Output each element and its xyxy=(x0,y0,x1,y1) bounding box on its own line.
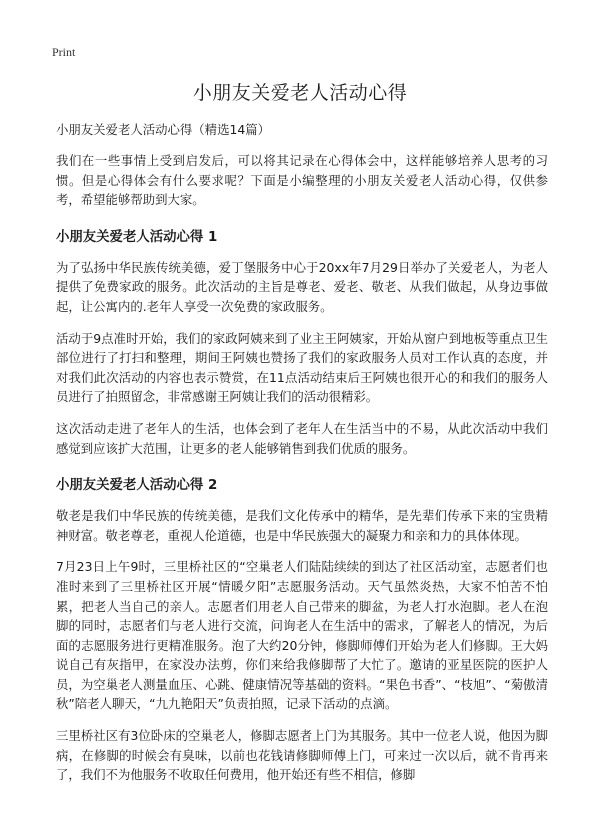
section-1 xyxy=(56,228,548,458)
section-heading: 小朋友关爱老人活动心得 1 xyxy=(56,229,218,245)
intro-paragraph: 我们在一些事情上受到启发后，可以将其记录在心得体会中，这样能够培养人思考的习惯。但是心得体会有什么要求呢？下面是小编整理的小朋友关爱老人活动心得，仅供参考，希望能够帮助到大家。 xyxy=(56,153,548,208)
section-paragraph: 这次活动走进了老年人的生活，也体会到了老年人在生活当中的不易，从此次活动中我们感觉到应该扩大范围，让更多的老人能够销售到我们优质的服务。 xyxy=(56,420,548,456)
article-subtitle: 小朋友关爱老人活动心得（精选14篇） xyxy=(56,122,271,137)
section-paragraph: 7月23日上午9时，三里桥社区的“空巢老人们陆陆续续的到达了社区活动室，志愿者们也准时来到了三里桥社区开展“情暖夕阳”志愿服务活动。天气虽然炎热，大家不怕苦不怕累，把老人当自己的亲人。志愿者们用老人自己带来的脚盆，为老人打水泡脚。老人在泡脚的同时，志愿者们与老人进行交流，问询老人在生活中的需求，了解老人的情况，为后面的志愿服务进行更精准服务。泡了大约20分钟，修脚师傅们开始为老人们修脚。王大妈说自己有灰指甲，在家没办法剪，你们来给我修脚帮了大忙了。邀请的亚星医院的医护人员，为空巢老人测量血压、心跳、健康情况等基础的资料。“果色书香”、“枝旭”、“菊傲清秋”陪老人聊天，“九九艳阳天”负责拍照，记录下活动的点滴。 xyxy=(56,559,548,712)
section-paragraph: 敬老是我们中华民族的传统美德，是我们文化传承中的精华，是先辈们传承下来的宝贵精神财富。敬老尊老，重视人伦道德，也是中华民族强大的凝聚力和亲和力的具体体现。 xyxy=(56,508,548,543)
section-heading: 小朋友关爱老人活动心得 2 xyxy=(56,478,218,494)
article-body xyxy=(56,120,548,797)
section-paragraph: 为了弘扬中华民族传统美德，爱丁堡服务中心于20xx年7月29日举办了关爱老人，为老人提供了免费家政的服务。此次活动的主旨是尊老、爱老、敬老、从我们做起，从身边事做起，让公寓内的.老年人享受一次免费的家政服务。 xyxy=(56,259,548,314)
page-title: 小朋友关爱老人活动心得 xyxy=(192,82,408,104)
section-2 xyxy=(56,476,548,785)
section-paragraph: 活动于9点准时开始，我们的家政阿姨来到了业主王阿姨家，开始从窗户到地板等重点卫生部位进行了打扫和整理，期间王阿姨也赞扬了我们的家政服务人员对工作认真的态度，并对我们此次活动的内容也表示赞赏，在11点活动结束后王阿姨也很开心的和我们的服务人员进行了拍照留念，非常感谢王阿姨让我们的活动很精彩。 xyxy=(56,330,548,405)
print-link[interactable]: Print xyxy=(52,45,76,59)
section-paragraph: 三里桥社区有3位卧床的空巢老人，修脚志愿者上门为其服务。其中一位老人说，他因为脚病，在修脚的时候会有臭味，以前也花钱请修脚师傅上门，可来过一次以后，就不肯再来了，我们不为他服务不收取任何费用，他开始还有些不相信，修脚 xyxy=(56,728,548,783)
